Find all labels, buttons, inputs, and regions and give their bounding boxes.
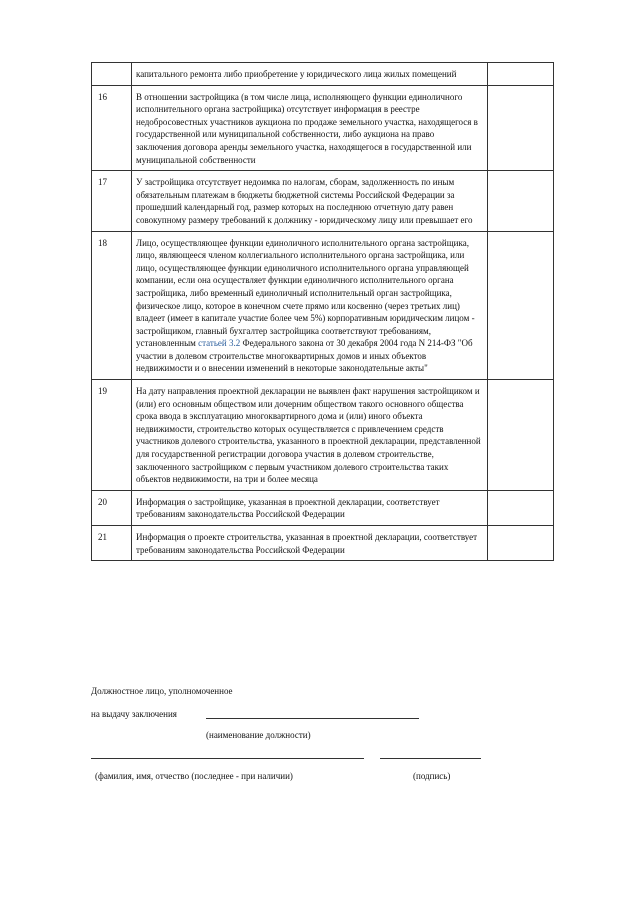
table-row [92, 380, 554, 491]
requirement-text: Информация о проекте строительства, указанная в проектной декларации, соответствует требованиям законодательства Российской Федерации [132, 526, 488, 561]
compliance-cell [488, 63, 554, 86]
compliance-cell [488, 85, 554, 171]
table-row [92, 171, 554, 231]
official-label-line2: на выдачу заключения [91, 709, 177, 719]
law-article-link[interactable]: статьей 3.2 [198, 338, 241, 349]
position-line [206, 718, 419, 719]
requirement-text: Информация о застройщике, указанная в проектной декларации, соответствует требованиям законодательства Российской Федерации [132, 490, 488, 525]
row-number: 21 [92, 526, 132, 561]
table-row [92, 85, 554, 171]
compliance-cell [488, 231, 554, 380]
table-row [92, 63, 554, 86]
fullname-line [91, 758, 364, 759]
row-number: 18 [92, 231, 132, 380]
requirement-text: Лицо, осуществляющее функции единоличного исполнительного органа застройщика, лицо, являющееся членом коллегиального исполнительного органа застройщика, или лицо, осуществляющее функции единоличного исполнительного органа управляющей компании, если она осуществляет функции единоличного исполнительного органа застройщика, либо временный единоличный исполнительный орган застройщика, физическое лицо, которое в конечном счете прямо или косвенно (через третьих лиц) владеет (имеет в капитале участие более чем 5%) корпоративным юридическим лицом - застройщиком, главный бухгалтер застройщика соответствуют требованиям, установленным статьей 3.2 Федерального закона от 30 декабря 2004 года N 214-ФЗ "Об участии в долевом строительстве многоквартирных домов и иных объектов недвижимости и о внесении изменений в некоторые законодательные акты" [132, 231, 488, 380]
row-number: 16 [92, 85, 132, 171]
fullname-caption: (фамилия, имя, отчество (последнее - при наличии) [95, 771, 293, 781]
signature-line [380, 758, 481, 759]
requirements-table [91, 62, 554, 561]
requirement-text: У застройщика отсутствует недоимка по налогам, сборам, задолженность по иным обязательным платежам в бюджеты бюджетной системы Российской Федерации за прошедший календарный год, размер которых на последнюю отчетную дату равен совокупному размеру требований к должнику - юридическому лицу или превышает его [132, 171, 488, 231]
table-row [92, 526, 554, 561]
table-row [92, 231, 554, 380]
compliance-cell [488, 380, 554, 491]
row-number: 19 [92, 380, 132, 491]
compliance-cell [488, 526, 554, 561]
row-number: 20 [92, 490, 132, 525]
compliance-cell [488, 490, 554, 525]
requirement-text: На дату направления проектной декларации не выявлен факт нарушения застройщиком и (или) его основным обществом или дочерним обществом такого основного общества срока ввода в эксплуатацию многоквартирного дома и (или) иного объекта недвижимости, строительство которых осуществляется с привлечением средств участников долевого строительства, указанного в проектной декларации, представленной для государственной регистрации договора участия в долевом строительстве, заключенного застройщиком с первым участником долевого строительства таких объектов недвижимости, на три и более месяца [132, 380, 488, 491]
requirement-text: В отношении застройщика (в том числе лица, исполняющего функции единоличного исполнительного органа застройщика) отсутствует информация в реестре недобросовестных участников аукциона по продаже земельного участка, находящегося в государственной или муниципальной собственности, либо аукциона на право заключения договора аренды земельного участка, находящегося в государственной или муниципальной собственности [132, 85, 488, 171]
signature-caption: (подпись) [413, 771, 451, 781]
compliance-cell [488, 171, 554, 231]
requirement-text: капитального ремонта либо приобретение у юридического лица жилых помещений [132, 63, 488, 86]
row-number [92, 63, 132, 86]
row-number: 17 [92, 171, 132, 231]
official-label-line1: Должностное лицо, уполномоченное [91, 686, 233, 696]
table-row [92, 490, 554, 525]
position-caption: (наименование должности) [206, 730, 311, 740]
